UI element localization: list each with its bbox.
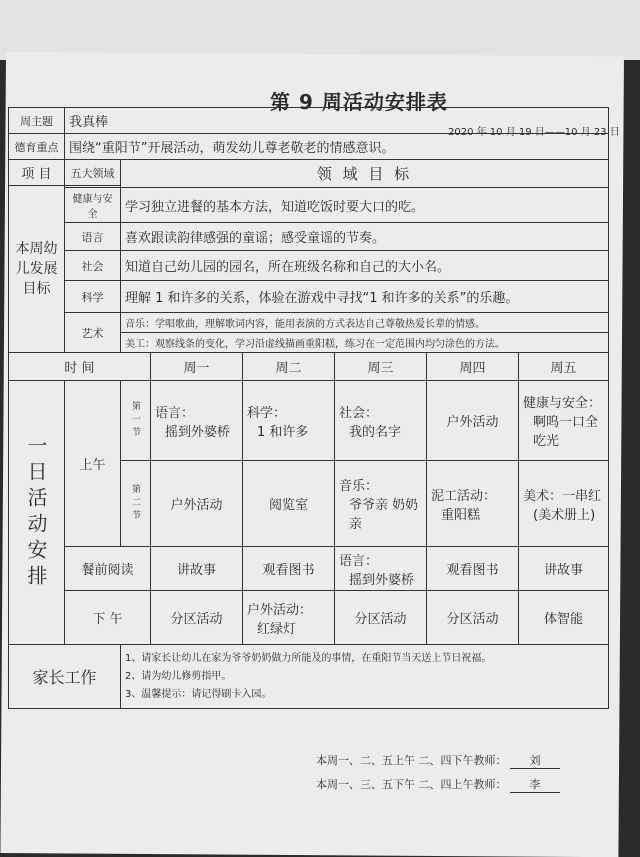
tue-afternoon: 户外活动： 红绿灯: [243, 591, 335, 645]
wed-afternoon: 分区活动: [335, 591, 427, 645]
tue-reading: 观看图书: [243, 547, 335, 591]
tue-morning1: 科学： 1 和许多: [243, 381, 335, 461]
parents-item: 2、请为幼儿修剪指甲。: [125, 670, 232, 682]
mon-afternoon: 分区活动: [151, 591, 243, 645]
period1-label: 第一节: [121, 381, 151, 461]
teacher-line-1: 本周一、二、五上午 二、四下午教师： 刘: [316, 752, 560, 769]
fri-morning2: 美术：一串红 (美术册上): [519, 461, 609, 547]
fri-morning1: 健康与安全： 啊呜一口全吃光: [519, 381, 609, 461]
teacher-name-1: 刘: [510, 752, 560, 769]
goal-domain-art: 艺术: [65, 313, 121, 353]
parents-label: 家长工作: [9, 645, 121, 709]
teacher-line-2: 本周一、三、五下午 二、四上午教师： 李: [316, 776, 560, 793]
day-header-tue: 周二: [243, 353, 335, 381]
item-label: 项 目: [9, 160, 65, 186]
goal-domain-language: 语言: [65, 223, 121, 251]
schedule-table: [8, 107, 609, 709]
morning-label: 上午: [65, 381, 121, 547]
goal-art-craft: 美工：观察线条的变化，学习沿虚线描画重阳糕，练习在一定范围内均匀涂色的方法。: [121, 333, 609, 353]
page-title: 第 9 周活动安排表: [270, 90, 448, 114]
goal-text-language: 喜欢跟读韵律感强的童谣；感受童谣的节奏。: [121, 223, 609, 251]
day-header-fri: 周五: [519, 353, 609, 381]
day-header-thu: 周四: [427, 353, 519, 381]
date-range: 2020 年 10 月 19 日——10 月 23 日: [448, 127, 620, 138]
goal-domain-health: 健康与安全: [65, 188, 121, 223]
thu-afternoon: 分区活动: [427, 591, 519, 645]
domains-label: 五大领域: [65, 160, 121, 186]
wed-morning1: 社会： 我的名字: [335, 381, 427, 461]
mon-morning1: 语言： 摇到外婆桥: [151, 381, 243, 461]
schedule-side-label: 一日活动安排: [9, 381, 65, 645]
moral-value: 围绕“重阳节”开展活动，萌发幼儿尊老敬老的情感意识。: [65, 134, 609, 160]
period2-label: 第二节: [121, 461, 151, 547]
day-header-wed: 周三: [335, 353, 427, 381]
paper-above: [0, 0, 640, 60]
time-label: 时 间: [9, 353, 151, 381]
thu-morning1: 户外活动: [427, 381, 519, 461]
goal-domain-social: 社会: [65, 251, 121, 281]
day-header-mon: 周一: [151, 353, 243, 381]
goal-text-health: 学习独立进餐的基本方法，知道吃饭时要大口的吃。: [121, 188, 609, 223]
moral-label: 德育重点: [9, 134, 65, 160]
goal-art-music: 音乐：学唱歌曲，理解歌词内容，能用表演的方式表达自己尊敬热爱长辈的情感。: [121, 313, 609, 333]
goal-domain-science: 科学: [65, 281, 121, 313]
thu-morning2: 泥工活动： 重阳糕: [427, 461, 519, 547]
goal-text-social: 知道自己幼儿园的园名，所在班级名称和自己的大小名。: [121, 251, 609, 281]
parents-item: 3、温馨提示：请记得刷卡入园。: [125, 688, 272, 700]
theme-value: 我真棒: [65, 108, 609, 134]
mon-morning2: 户外活动: [151, 461, 243, 547]
fri-reading: 讲故事: [519, 547, 609, 591]
thu-reading: 观看图书: [427, 547, 519, 591]
teacher-name-2: 李: [510, 776, 560, 793]
mon-reading: 讲故事: [151, 547, 243, 591]
tue-morning2: 阅览室: [243, 461, 335, 547]
wed-morning2: 音乐： 爷爷亲 奶奶亲: [335, 461, 427, 547]
afternoon-label: 下 午: [65, 591, 151, 645]
theme-label: 周主题: [9, 108, 65, 134]
reading-label: 餐前阅读: [65, 547, 151, 591]
goal-text-science: 理解 1 和许多的关系，体验在游戏中寻找“1 和许多的关系”的乐趣。: [121, 281, 609, 313]
fri-afternoon: 体智能: [519, 591, 609, 645]
goals-header: 领 域 目 标: [121, 160, 609, 188]
goals-side-label: 本周幼儿发展目标: [9, 186, 65, 353]
parents-items: [121, 645, 609, 709]
parents-item: 1、请家长让幼儿在家为爷爷奶奶做力所能及的事情，在重阳节当天送上节日祝福。: [125, 652, 492, 664]
wed-reading: 语言： 摇到外婆桥: [335, 547, 427, 591]
